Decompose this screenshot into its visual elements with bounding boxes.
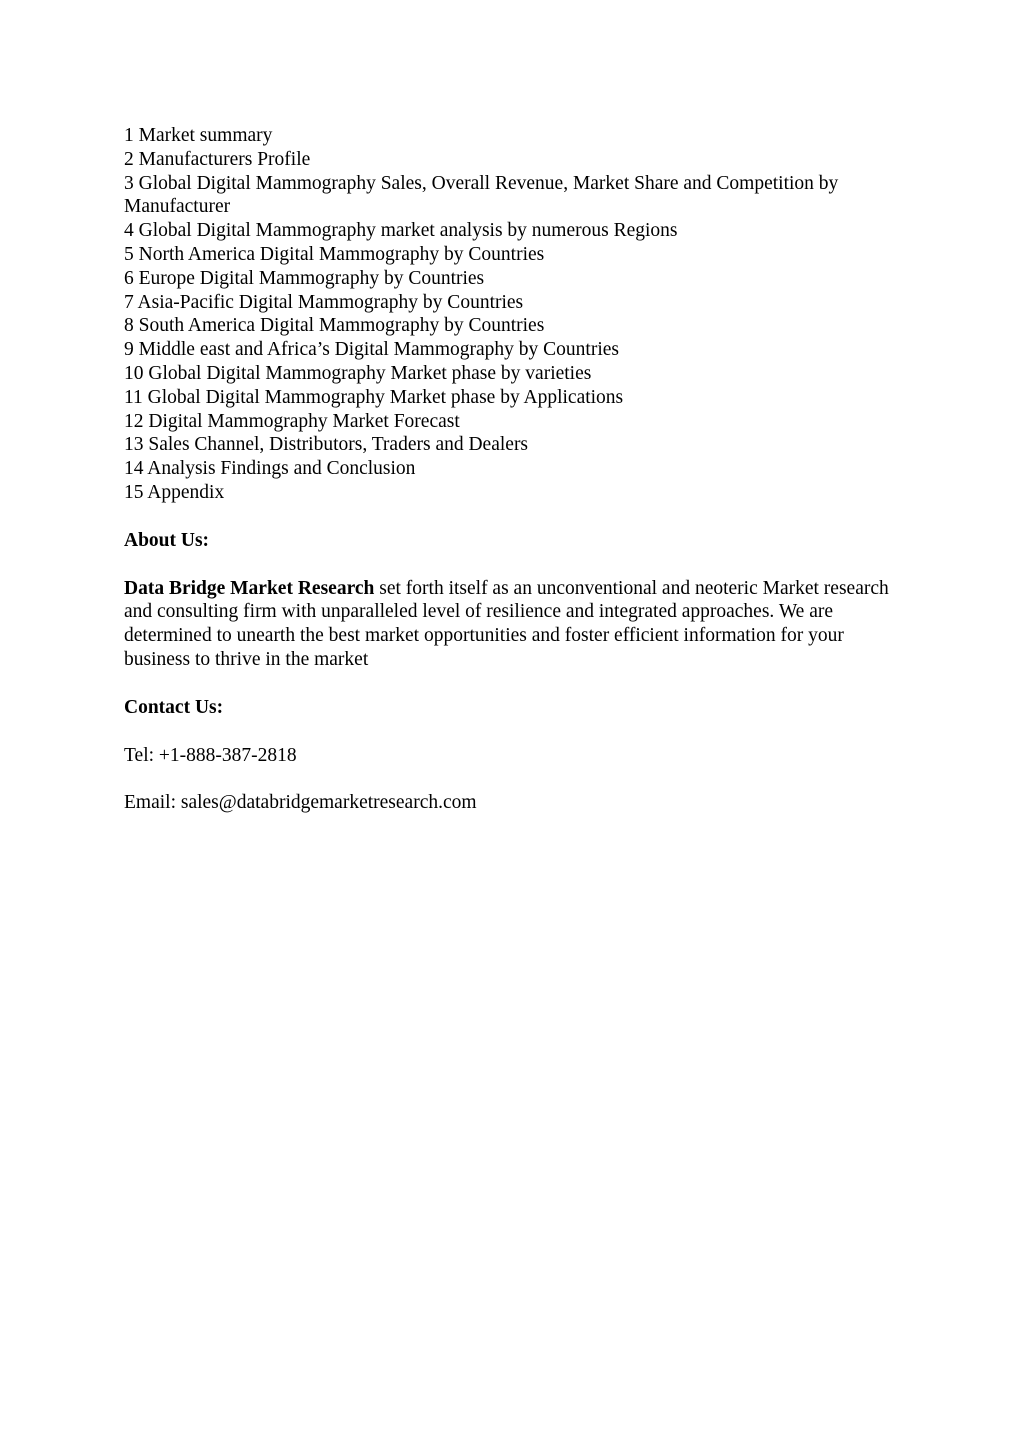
table-of-contents xyxy=(124,124,904,505)
toc-item: 4 Global Digital Mammography market analysis by numerous Regions xyxy=(124,220,678,242)
about-text: set forth itself as an unconventional and neoteric Market research and consulting firm with unparalleled level of resilience and integrated approaches. We are determined to unearth the best market opportunities and foster efficient information for your business to thrive in the market xyxy=(124,577,889,670)
toc-item: 10 Global Digital Mammography Market phase by varieties xyxy=(124,362,592,384)
contact-email: Email: sales@databridgemarketresearch.com xyxy=(124,792,477,814)
toc-item: 1 Market summary xyxy=(124,125,273,146)
toc-item: 2 Manufacturers Profile xyxy=(124,148,311,170)
toc-item: 12 Digital Mammography Market Forecast xyxy=(124,410,460,432)
toc-item: 8 South America Digital Mammography by Countries xyxy=(124,315,545,337)
toc-item: 6 Europe Digital Mammography by Countries xyxy=(124,267,485,289)
company-name: Data Bridge Market Research xyxy=(124,577,375,599)
contact-tel: Tel: +1-888-387-2818 xyxy=(124,744,297,766)
document-page xyxy=(124,124,904,815)
toc-item: 5 North America Digital Mammography by Countries xyxy=(124,243,545,265)
toc-item: 7 Asia-Pacific Digital Mammography by Countries xyxy=(124,291,524,313)
about-paragraph xyxy=(124,577,904,672)
about-heading: About Us: xyxy=(124,529,210,551)
toc-item: 15 Appendix xyxy=(124,481,225,503)
toc-item: 14 Analysis Findings and Conclusion xyxy=(124,458,416,480)
toc-item: 11 Global Digital Mammography Market phase by Applications xyxy=(124,386,624,408)
toc-item: 9 Middle east and Africa’s Digital Mammography by Countries xyxy=(124,339,619,361)
contact-heading: Contact Us: xyxy=(124,696,224,718)
toc-item: 13 Sales Channel, Distributors, Traders and Dealers xyxy=(124,434,529,456)
toc-item: 3 Global Digital Mammography Sales, Overall Revenue, Market Share and Competition by Manufacturer xyxy=(124,172,839,218)
